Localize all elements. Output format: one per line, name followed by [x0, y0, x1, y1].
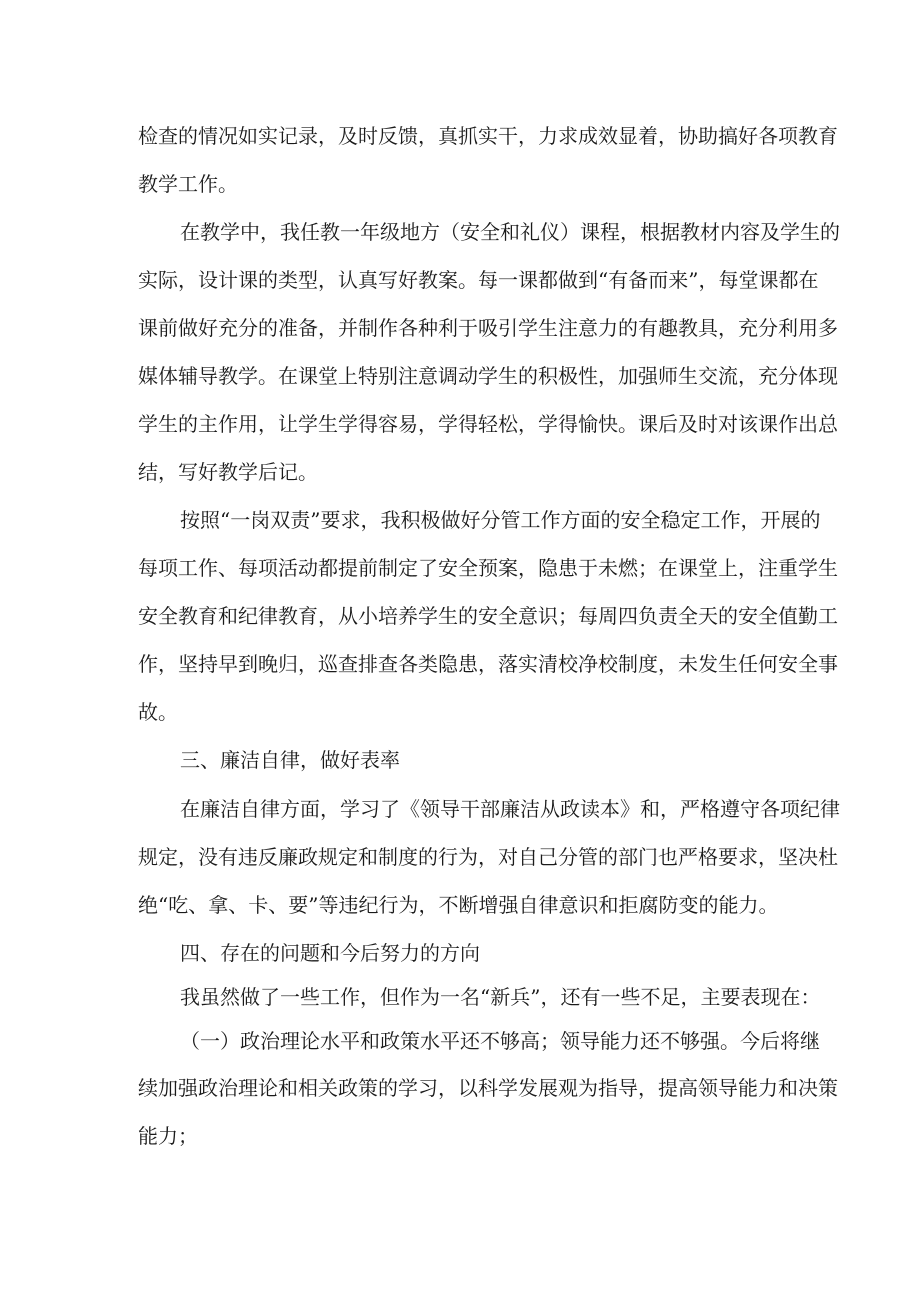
text-line: 我虽然做了一些工作，但作为一名“新兵”，还有一些不足，主要表现在：	[180, 985, 821, 1009]
text-line: 续加强政治理论和相关政策的学习，以科学发展观为指导，提高领导能力和决策	[138, 1076, 838, 1100]
section-heading: 四、存在的问题和今后努力的方向	[180, 941, 480, 965]
text-line: 在教学中，我任教一年级地方（安全和礼仪）课程，根据教材内容及学生的	[180, 220, 840, 244]
text-line: 故。	[138, 700, 178, 724]
text-line: 教学工作。	[138, 172, 238, 196]
text-line: 媒体辅导教学。在课堂上特别注意调动学生的积极性，加强师生交流，充分体现	[138, 364, 838, 388]
text-line: 课前做好充分的准备，并制作各种利于吸引学生注意力的有趣教具，充分利用多	[138, 316, 838, 340]
section-heading: 三、廉洁自律，做好表率	[180, 748, 400, 772]
text-line: （一）政治理论水平和政策水平还不够高；领导能力还不够强。今后将继	[180, 1029, 820, 1053]
text-line: 检查的情况如实记录，及时反馈，真抓实干，力求成效显着，协助搞好各项教育	[138, 124, 838, 148]
text-line: 绝“吃、拿、卡、要”等违纪行为，不断增强自律意识和拒腐防变的能力。	[138, 893, 779, 917]
text-line: 能力；	[138, 1124, 198, 1148]
text-line: 结，写好教学后记。	[138, 460, 318, 484]
text-line: 学生的主作用，让学生学得容易，学得轻松，学得愉快。课后及时对该课作出总	[138, 412, 838, 436]
text-line: 在廉洁自律方面，学习了《领导干部廉洁从政读本》和，严格遵守各项纪律	[180, 797, 840, 821]
text-line: 规定，没有违反廉政规定和制度的行为，对自己分管的部门也严格要求，坚决杜	[138, 845, 838, 869]
text-line: 安全教育和纪律教育，从小培养学生的安全意识；每周四负责全天的安全值勤工	[138, 604, 838, 628]
text-line: 实际，设计课的类型，认真写好教案。每一课都做到“有备而来”，每堂课都在	[138, 268, 819, 292]
text-line: 每项工作、每项活动都提前制定了安全预案，隐患于未燃；在课堂上，注重学生	[138, 556, 838, 580]
text-line: 作，坚持早到晚归，巡查排查各类隐患，落实清校净校制度，未发生任何安全事	[138, 652, 838, 676]
text-line: 按照“一岗双责”要求，我积极做好分管工作方面的安全稳定工作，开展的	[180, 508, 821, 532]
